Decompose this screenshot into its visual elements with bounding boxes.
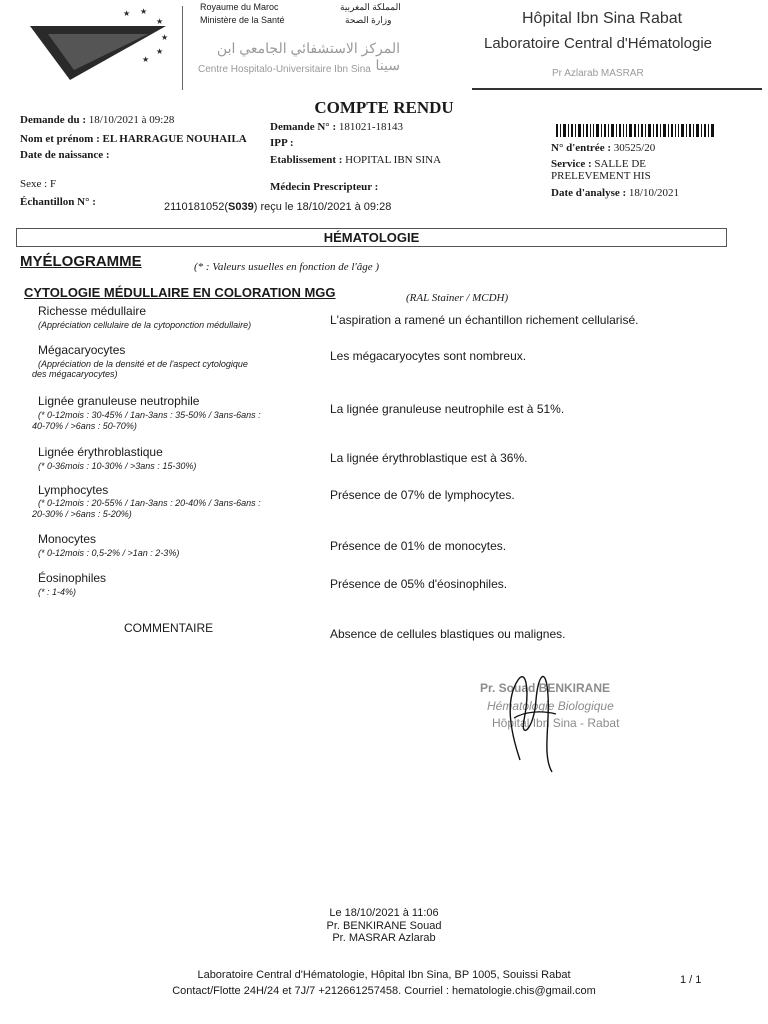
hospital-name: Hôpital Ibn Sina Rabat [522,10,683,27]
echantillon-value: 2110181052(S039) reçu le 18/10/2021 à 09:28 [164,201,392,213]
svg-text:★: ★ [140,7,148,16]
validation-signatory-1: Pr. BENKIRANE Souad [326,920,442,932]
sexe: Sexe : F [20,178,57,190]
lymphocytes-result: Présence de 07% de lymphocytes. [330,488,515,502]
nom-prenom: Nom et prénom : EL HARRAGUE NOUHAILA [20,133,247,145]
ministry-arabic-2: وزارة الصحة [345,15,392,25]
chu-french: Centre Hospitalo-Universitaire Ibn Sina [198,64,371,75]
monocytes-label: Monocytes [38,532,97,546]
lymphocytes-sub-1: (* 0-12mois : 20-55% / 1an-3ans : 20-40% / 3ans-6ans : [38,498,261,508]
eosinophiles-result: Présence de 05% d'éosinophiles. [330,577,508,591]
lymphocytes-sub-2: 20-30% / >6ans : 5-20%) [32,509,132,519]
validation-date: Le 18/10/2021 à 11:06 [329,907,439,919]
erythroblastique-result: La lignée érythroblastique est à 36%. [330,451,528,465]
ministry-line-1: Royaume du Maroc [200,2,279,12]
megacaryocytes-sub-2: des mégacaryocytes) [32,369,118,379]
svg-text:★: ★ [123,9,131,18]
stamp-place: Hôpital Ibn Sina - Rabat [492,716,620,730]
echantillon-label: Échantillon N° : [20,196,96,208]
granuleuse-result: La lignée granuleuse neutrophile est à 51%. [330,402,565,416]
header-divider [182,6,183,90]
service-line-2: PRELEVEMENT HIS [551,170,651,182]
granuleuse-sub-2: 40-70% / >6ans : 50-70%) [32,421,137,431]
numero-entree: N° d'entrée : 30525/20 [551,142,656,154]
footer-contact: Contact/Flotte 24H/24 et 7J/7 +212661257458. Courriel : hematologie.chis@gmail.com [172,985,596,997]
service: Service : SALLE DE [551,158,647,170]
commentaire-text: Absence de cellules blastiques ou malignes. [330,627,566,641]
svg-text:★: ★ [161,33,169,42]
lab-name: Laboratoire Central d'Hématologie [484,35,712,52]
chu-arabic: المركز الاستشفائي الجامعي ابن سينا [216,40,400,73]
myelogramme-title: MYÉLOGRAMME [20,253,142,270]
validation-signatory-2: Pr. MASRAR Azlarab [332,932,436,944]
header-rule [472,88,762,90]
ipp-label: IPP : [270,137,294,149]
svg-text:★: ★ [156,17,164,26]
eosinophiles-sub: (* : 1-4%) [38,587,77,597]
footer-address: Laboratoire Central d'Hématologie, Hôpital Ibn Sina, BP 1005, Souissi Rabat [197,969,571,981]
cytologie-title: CYTOLOGIE MÉDULLAIRE EN COLORATION MGG [24,285,336,300]
date-naissance-label: Date de naissance : [20,149,110,161]
granuleuse-label: Lignée granuleuse neutrophile [38,394,200,408]
megacaryocytes-sub-1: (Appréciation de la densité et de l'aspect cytologique [38,359,248,369]
stamp-name: Pr. Souad BENKIRANE [480,681,611,695]
erythroblastique-label: Lignée érythroblastique [38,445,163,459]
commentaire-label: COMMENTAIRE [124,621,214,635]
ministry-line-2: Ministère de la Santé [200,15,285,25]
stamp-department: Hématologie Biologique [487,699,614,713]
section-heading: HÉMATOLOGIE [16,228,727,247]
page-number: 1 / 1 [680,974,702,986]
richesse-sub: (Appréciation cellulaire de la cytoponction médullaire) [38,320,252,330]
cytologie-method: (RAL Stainer / MCDH) [406,292,509,304]
megacaryocytes-result: Les mégacaryocytes sont nombreux. [330,349,527,363]
lymphocytes-label: Lymphocytes [38,483,109,497]
ministry-logo [28,4,173,84]
lab-doctor: Pr Azlarab MASRAR [552,68,644,79]
medecin-label: Médecin Prescripteur : [270,181,379,193]
monocytes-result: Présence de 01% de monocytes. [330,539,507,553]
svg-text:★: ★ [156,47,164,56]
date-analyse: Date d'analyse : 18/10/2021 [551,187,680,199]
richesse-result: L'aspiration a ramené un échantillon richement cellularisé. [330,313,639,327]
megacaryocytes-label: Mégacaryocytes [38,343,126,357]
reference-note: (* : Valeurs usuelles en fonction de l'âge ) [194,261,380,273]
demande-numero: Demande N° : 181021-18143 [270,121,404,133]
barcode [556,124,716,137]
richesse-label: Richesse médullaire [38,304,147,318]
report-title: COMPTE RENDU [314,98,454,117]
etablissement: Etablissement : HOPITAL IBN SINA [270,154,442,166]
svg-text:★: ★ [142,55,150,64]
monocytes-sub: (* 0-12mois : 0,5-2% / >1an : 2-3%) [38,548,180,558]
demande-du: Demande du : 18/10/2021 à 09:28 [20,114,175,126]
granuleuse-sub-1: (* 0-12mois : 30-45% / 1an-3ans : 35-50% / 3ans-6ans : [38,410,261,420]
erythroblastique-sub: (* 0-36mois : 10-30% / >3ans : 15-30%) [38,461,197,471]
handwritten-signature [500,660,570,775]
ministry-arabic-1: المملكة المغربية [340,2,401,12]
eosinophiles-label: Éosinophiles [38,571,107,585]
